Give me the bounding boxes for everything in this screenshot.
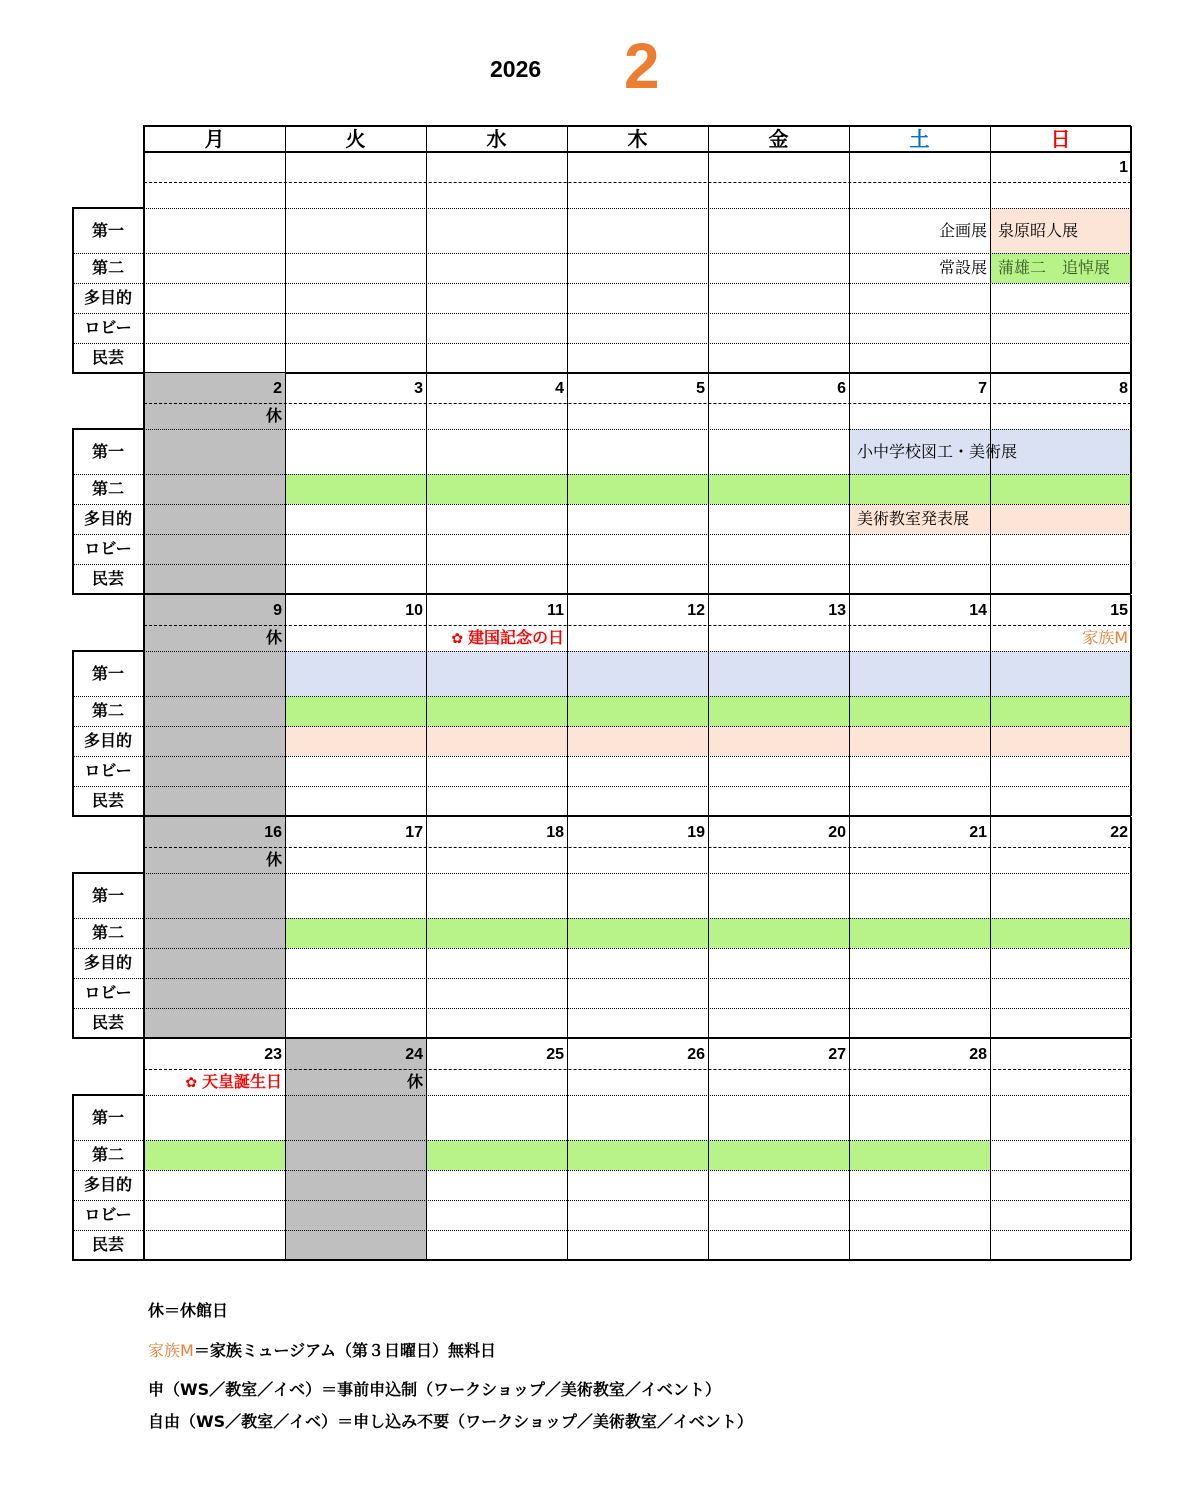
divider xyxy=(72,696,1131,697)
column-divider xyxy=(285,373,286,594)
event-fill xyxy=(708,696,849,726)
date-number: 27 xyxy=(828,1046,846,1063)
note-text: 休 xyxy=(265,850,282,869)
room-label: 第一 xyxy=(91,221,124,240)
event-fill xyxy=(708,726,849,756)
month-label: 2 xyxy=(624,30,660,102)
event-fill xyxy=(567,1140,708,1170)
date-number: 12 xyxy=(687,602,705,619)
divider xyxy=(144,847,1131,848)
room-label: 第一 xyxy=(91,442,124,461)
column-divider xyxy=(567,373,568,594)
divider xyxy=(72,786,1131,787)
date-number: 7 xyxy=(978,380,987,397)
event-fill xyxy=(285,474,426,504)
event-fill xyxy=(567,918,708,948)
date-number: 23 xyxy=(264,1046,282,1063)
weekday-header: 木 xyxy=(627,127,648,151)
column-divider xyxy=(708,152,709,373)
date-number: 10 xyxy=(405,602,423,619)
event-fill xyxy=(708,651,849,696)
column-divider xyxy=(285,1039,286,1260)
column-divider xyxy=(567,152,568,373)
room-label: 民芸 xyxy=(91,569,124,588)
date-number: 24 xyxy=(405,1046,423,1063)
date-number: 18 xyxy=(546,824,564,841)
column-divider xyxy=(285,595,286,816)
date-number: 21 xyxy=(969,824,987,841)
event-fill xyxy=(708,1140,849,1170)
room-label: 民芸 xyxy=(91,1013,124,1032)
grid-border xyxy=(1130,595,1132,816)
date-number: 9 xyxy=(273,602,282,619)
divider xyxy=(144,1095,1131,1096)
event-fill xyxy=(849,726,990,756)
column-divider xyxy=(849,152,850,373)
event-fill xyxy=(426,1140,567,1170)
grid-border xyxy=(1130,1039,1132,1260)
column-divider xyxy=(990,152,991,373)
note-text: 休 xyxy=(406,1072,423,1091)
room-label: 第一 xyxy=(91,1108,124,1127)
date-number: 25 xyxy=(546,1046,564,1063)
legend-family-desc: ＝家族ミュージアム（第３日曜日）無料日 xyxy=(193,1341,497,1360)
note-text: 休 xyxy=(265,406,282,425)
room-label: 民芸 xyxy=(91,1235,124,1254)
legend-closed: 休＝休館日 xyxy=(148,1301,229,1320)
divider xyxy=(72,283,1131,284)
event-label: 蒲雄二 追悼展 xyxy=(998,258,1111,277)
weekday-header: 月 xyxy=(204,127,225,151)
week-divider xyxy=(143,815,1131,817)
note-text: 家族M xyxy=(1082,628,1128,647)
grid-border xyxy=(143,817,145,1038)
grid-border xyxy=(1130,373,1132,594)
date-number: 19 xyxy=(687,824,705,841)
grid-border xyxy=(143,151,1131,153)
event-fill xyxy=(426,651,567,696)
room-label: ロビー xyxy=(84,539,132,558)
week-divider xyxy=(143,1259,1131,1261)
divider xyxy=(144,403,1131,404)
divider xyxy=(72,1230,1131,1231)
event-fill xyxy=(849,651,990,696)
divider xyxy=(144,651,1131,652)
date-number: 17 xyxy=(405,824,423,841)
legend-family-key: 家族M xyxy=(148,1341,194,1360)
event-fill xyxy=(849,918,990,948)
grid-border xyxy=(1130,152,1132,373)
grid-border xyxy=(143,125,1131,127)
column-divider xyxy=(708,817,709,1038)
event-fill xyxy=(567,474,708,504)
date-number: 26 xyxy=(687,1046,705,1063)
column-divider xyxy=(708,595,709,816)
day-note xyxy=(126,1069,426,1095)
divider xyxy=(144,182,1131,183)
grid-border xyxy=(143,595,145,816)
room-label: 第二 xyxy=(91,479,124,498)
event-fill xyxy=(990,474,1131,504)
column-divider xyxy=(990,1039,991,1260)
event-fill xyxy=(990,726,1131,756)
event-fill xyxy=(144,1140,285,1170)
event-fill xyxy=(426,918,567,948)
event-fill xyxy=(567,651,708,696)
room-label: ロビー xyxy=(84,1205,132,1224)
event-fill xyxy=(990,696,1131,726)
divider xyxy=(72,1170,1131,1171)
event-fill xyxy=(990,651,1131,696)
divider xyxy=(72,313,1131,314)
event-fill xyxy=(285,651,426,696)
event-fill xyxy=(285,918,426,948)
date-number: 11 xyxy=(547,602,564,619)
divider xyxy=(72,474,1131,475)
event-fill xyxy=(285,696,426,726)
column-divider xyxy=(708,1039,709,1260)
holiday-flag-icon: ✿ xyxy=(451,631,468,647)
column-divider xyxy=(285,126,286,152)
room-label: 多目的 xyxy=(83,953,132,972)
year-label: 2026 xyxy=(490,56,542,82)
event-label: 泉原昭人展 xyxy=(998,221,1079,240)
column-divider xyxy=(849,595,850,816)
column-divider xyxy=(1130,126,1132,152)
event-label: 常設展 xyxy=(938,258,987,277)
room-label: 第二 xyxy=(91,1145,124,1164)
column-divider xyxy=(849,126,850,152)
room-label: 多目的 xyxy=(83,288,132,307)
note-text: 建国記念の日 xyxy=(467,628,564,647)
grid-border xyxy=(143,373,145,594)
date-number: 2 xyxy=(273,380,282,397)
divider xyxy=(72,756,1131,757)
column-divider xyxy=(426,126,427,152)
column-divider xyxy=(849,1039,850,1260)
date-number: 3 xyxy=(414,380,423,397)
column-divider xyxy=(426,373,427,594)
column-divider xyxy=(426,1039,427,1260)
week-divider xyxy=(143,593,1131,595)
divider xyxy=(72,1140,1131,1141)
room-label: 多目的 xyxy=(83,1175,132,1194)
date-number: 22 xyxy=(1110,824,1128,841)
event-fill xyxy=(567,726,708,756)
legend-free: 自由（WS／教室／イベ）＝申し込み不要（ワークショップ／美術教室／イベント） xyxy=(148,1412,753,1431)
room-label: 民芸 xyxy=(91,348,124,367)
date-number: 16 xyxy=(264,824,282,841)
divider xyxy=(144,873,1131,874)
event-fill xyxy=(990,918,1131,948)
room-label: ロビー xyxy=(84,761,132,780)
column-divider xyxy=(708,373,709,594)
room-label: ロビー xyxy=(84,318,132,337)
event-fill xyxy=(708,918,849,948)
date-number: 13 xyxy=(828,602,846,619)
room-label: 第一 xyxy=(91,664,124,683)
column-divider xyxy=(285,152,286,373)
weekday-header: 日 xyxy=(1050,127,1071,151)
weekday-header: 土 xyxy=(909,127,930,151)
grid-border xyxy=(1130,817,1132,1038)
grid-border xyxy=(143,1039,145,1260)
event-fill xyxy=(708,474,849,504)
divider xyxy=(72,1008,1131,1009)
grid-border xyxy=(143,152,145,373)
divider xyxy=(72,1200,1131,1201)
column-divider xyxy=(285,817,286,1038)
weekday-header: 水 xyxy=(486,127,507,151)
room-label: 第一 xyxy=(91,886,124,905)
week-divider xyxy=(143,372,1131,374)
room-label: 第二 xyxy=(91,258,124,277)
room-label: 多目的 xyxy=(83,509,132,528)
day-note xyxy=(831,625,1131,651)
legend-reservation: 申（WS／教室／イベ）＝事前申込制（ワークショップ／美術教室／イベント） xyxy=(148,1380,721,1399)
column-divider xyxy=(849,817,850,1038)
date-number: 14 xyxy=(969,602,987,619)
event-fill xyxy=(849,1140,990,1170)
divider xyxy=(72,564,1131,565)
note-text: 休 xyxy=(265,628,282,647)
column-divider xyxy=(426,152,427,373)
event-fill xyxy=(285,726,426,756)
divider xyxy=(72,918,1131,919)
room-label: 多目的 xyxy=(83,731,132,750)
column-divider xyxy=(567,817,568,1038)
column-divider xyxy=(990,126,991,152)
date-number: 5 xyxy=(696,380,705,397)
event-fill xyxy=(426,696,567,726)
divider xyxy=(72,948,1131,949)
event-label: 小中学校図工・美術展 xyxy=(857,442,1018,461)
date-number: 1 xyxy=(1119,159,1128,176)
column-divider xyxy=(849,373,850,594)
event-label: 企画展 xyxy=(938,221,987,240)
room-label: ロビー xyxy=(84,983,132,1002)
column-divider xyxy=(567,126,568,152)
column-divider xyxy=(426,817,427,1038)
event-fill xyxy=(567,696,708,726)
room-label: 民芸 xyxy=(91,791,124,810)
room-label: 第二 xyxy=(91,923,124,942)
holiday-flag-icon: ✿ xyxy=(185,1075,202,1091)
date-number: 6 xyxy=(837,380,846,397)
divider xyxy=(72,726,1131,727)
weekday-header: 金 xyxy=(768,127,789,151)
column-divider xyxy=(990,595,991,816)
date-number: 20 xyxy=(828,824,846,841)
event-fill xyxy=(849,474,990,504)
date-number: 4 xyxy=(555,380,564,397)
column-divider xyxy=(708,126,709,152)
column-divider xyxy=(567,595,568,816)
divider xyxy=(72,343,1131,344)
column-divider xyxy=(567,1039,568,1260)
divider xyxy=(72,978,1131,979)
column-divider xyxy=(426,595,427,816)
legend-family-museum xyxy=(148,1338,496,1361)
weekday-header: 火 xyxy=(345,127,366,151)
column-divider xyxy=(990,817,991,1038)
column-divider xyxy=(990,373,991,594)
event-fill xyxy=(849,696,990,726)
holiday-note xyxy=(267,625,567,651)
event-fill xyxy=(426,474,567,504)
column-divider xyxy=(143,126,145,152)
date-number: 8 xyxy=(1119,380,1128,397)
date-number: 15 xyxy=(1110,602,1128,619)
event-label: 美術教室発表展 xyxy=(857,509,970,528)
event-fill xyxy=(426,726,567,756)
note-text: 天皇誕生日 xyxy=(201,1072,282,1091)
date-number: 28 xyxy=(969,1046,987,1063)
divider xyxy=(72,534,1131,535)
room-label: 第二 xyxy=(91,701,124,720)
